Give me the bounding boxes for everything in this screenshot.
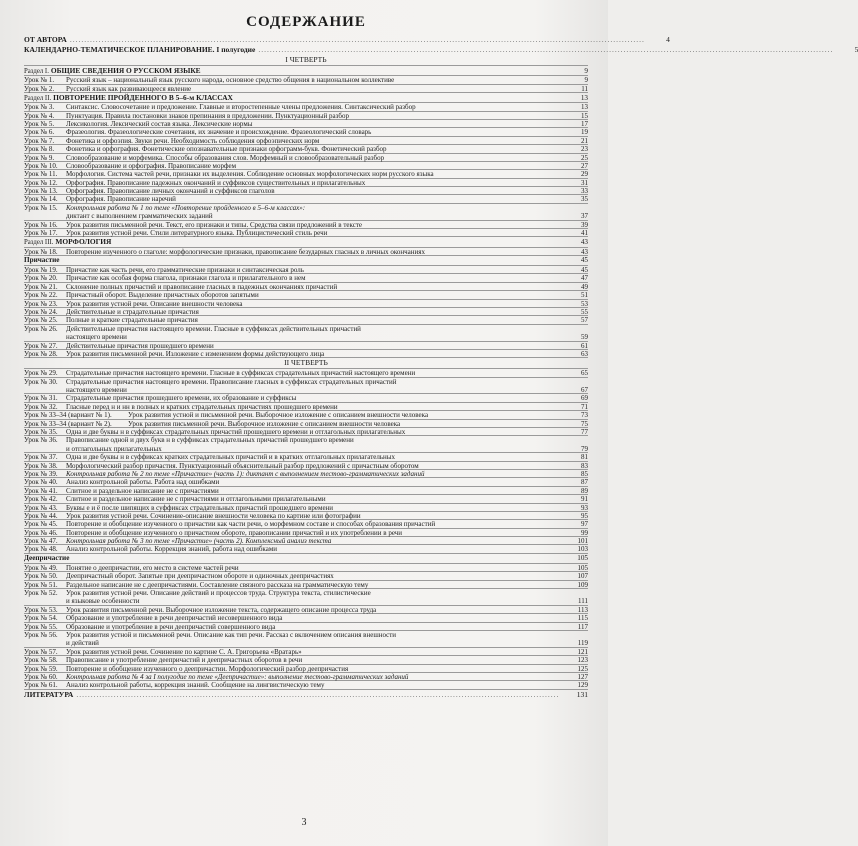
- toc-entry: [24, 665, 588, 673]
- toc-entry: [24, 648, 588, 656]
- lesson-number: Урок № 5.: [24, 119, 55, 128]
- lesson-page: 19: [581, 128, 588, 137]
- lesson-number: Урок № 43.: [24, 503, 58, 512]
- toc-entry: [24, 76, 588, 84]
- lesson-page: 99: [581, 528, 588, 537]
- lesson-number: Урок № 13.: [24, 187, 58, 196]
- lesson-number: Урок № 53.: [24, 605, 58, 614]
- section-title: ОБЩИЕ СВЕДЕНИЯ О РУССКОМ ЯЗЫКЕ: [50, 66, 201, 75]
- lesson-page: 57: [581, 316, 588, 325]
- lesson-page: 17: [581, 119, 588, 128]
- lesson-page: 53: [581, 299, 588, 308]
- toc-entry: [24, 283, 588, 291]
- toc-entry: [24, 333, 588, 341]
- lesson-title: Лексикология. Лексический состав языка. Лексические нормы: [66, 119, 253, 128]
- toc-entry: [24, 103, 588, 111]
- lesson-number: Урок № 33–34 (вариант № 2).: [24, 419, 112, 428]
- lesson-number: Урок № 15.: [24, 203, 58, 212]
- lesson-page: 45: [581, 265, 588, 274]
- lesson-title: Контрольная работа № 1 по теме «Повторение пройденного в 5–6-м классах»:: [66, 203, 306, 212]
- lesson-page: 23: [581, 145, 588, 154]
- toc-entry: [24, 204, 588, 212]
- front-matter: [24, 35, 858, 55]
- lesson-title: Урок развития устной речи. Описание внешности человека: [66, 299, 243, 308]
- toc-entry: [24, 453, 588, 461]
- toc-entry: [24, 369, 588, 377]
- lesson-number: Урок № 10.: [24, 161, 58, 170]
- lesson-number: Урок № 44.: [24, 511, 58, 520]
- lesson-number: Урок № 6.: [24, 128, 55, 137]
- lesson-page: 51: [581, 291, 588, 300]
- toc-entry: [24, 403, 588, 411]
- lesson-title: Буквы е и ё после шипящих в суффиксах страдательных причастий прошедшего времени: [66, 503, 334, 512]
- toc-entry: [24, 378, 588, 386]
- lesson-page: 113: [577, 605, 588, 614]
- toc-entry: [24, 274, 588, 282]
- lesson-page: 55: [581, 307, 588, 316]
- lesson-page: 127: [577, 672, 588, 681]
- subsection-page: 45: [580, 255, 588, 264]
- toc-entry: [24, 291, 588, 299]
- toc-entry: [24, 428, 588, 436]
- lesson-title: Анализ контрольной работы, коррекция знаний. Сообщение на лингвистическую тему: [66, 681, 325, 690]
- lesson-page: 67: [581, 386, 588, 395]
- toc-entry: [24, 564, 588, 572]
- lesson-page: 111: [578, 597, 588, 606]
- lesson-number: Урок № 2.: [24, 84, 55, 93]
- lesson-number: Урок № 28.: [24, 349, 58, 358]
- toc-entry: [24, 470, 588, 478]
- lesson-title: Урок развития письменной речи. Выборочное изложение с описанием внешности человека: [128, 419, 401, 428]
- section-label: Раздел II.: [24, 94, 52, 102]
- lesson-title: Действительные и страдательные причастия: [66, 307, 199, 316]
- toc-entry: [24, 394, 588, 402]
- toc-entry: [24, 545, 588, 553]
- lesson-page: 41: [581, 229, 588, 238]
- quarter-heading-1: I ЧЕТВЕРТЬ: [24, 55, 588, 66]
- lesson-page: 123: [577, 656, 588, 665]
- lesson-page: 77: [581, 428, 588, 437]
- lesson-number: Урок № 14.: [24, 195, 58, 204]
- lesson-title: Урок развития письменной речи. Изложение с изменением формы действующего лица: [66, 349, 325, 358]
- lesson-number: Урок № 11.: [24, 170, 58, 179]
- toc-entry: [24, 120, 588, 128]
- lesson-page: 49: [581, 282, 588, 291]
- lesson-page: 35: [581, 195, 588, 204]
- lesson-page: 107: [577, 572, 588, 581]
- lesson-number: Урок № 31.: [24, 394, 58, 403]
- front-entry: [24, 45, 858, 55]
- toc-entry: [24, 179, 588, 187]
- lesson-page: 65: [581, 369, 588, 378]
- lesson-number: Урок № 37.: [24, 453, 58, 462]
- lesson-title: и действий: [66, 639, 99, 648]
- toc-entry: [24, 386, 588, 394]
- lesson-number: Урок № 60.: [24, 672, 58, 681]
- lesson-page: 119: [577, 639, 588, 648]
- lesson-page: 37: [581, 212, 588, 221]
- section-heading-1: [24, 66, 588, 76]
- lesson-number: Урок № 4.: [24, 111, 55, 120]
- toc-entry: [24, 342, 588, 350]
- lesson-number: Урок № 26.: [24, 324, 58, 333]
- section-heading-2: [24, 93, 588, 103]
- lesson-page: 69: [581, 394, 588, 403]
- lesson-number: Урок № 55.: [24, 622, 58, 631]
- literature-title: ЛИТЕРАТУРА: [24, 689, 74, 699]
- section-label: Раздел III.: [24, 239, 54, 247]
- toc-entry: [24, 572, 588, 580]
- lesson-number: Урок № 9.: [24, 153, 55, 162]
- lesson-number: Урок № 17.: [24, 229, 58, 238]
- lesson-number: Урок № 19.: [24, 265, 58, 274]
- lesson-number: Урок № 39.: [24, 469, 58, 478]
- lesson-title: Контрольная работа № 3 по теме «Причастие» (часть 2). Комплексный анализ текста: [66, 537, 332, 546]
- lesson-page: 33: [581, 187, 588, 196]
- toc-entry: [24, 325, 588, 333]
- lesson-page: 73: [581, 411, 588, 420]
- lesson-number: Урок № 7.: [24, 136, 55, 145]
- lesson-page: 27: [581, 161, 588, 170]
- subsection-page: 105: [577, 553, 588, 562]
- subsection-title: Деепричастие: [24, 553, 70, 562]
- lesson-title: Деепричастный оборот. Запятые при деепричастном обороте и одиночных деепричастиях: [66, 572, 334, 581]
- lesson-page: 61: [581, 341, 588, 350]
- toc-entry: [24, 308, 588, 316]
- lesson-title: Образование и употребление в речи деепричастий совершенного вида: [66, 622, 276, 631]
- lesson-title: Действительные причастия прошедшего времени: [66, 341, 214, 350]
- lesson-page: 15: [581, 111, 588, 120]
- lesson-page: 39: [581, 220, 588, 229]
- toc-entry: [24, 623, 588, 631]
- toc-entry: [24, 520, 588, 528]
- subsection-title: Причастие: [24, 255, 60, 264]
- lesson-number: Урок № 29.: [24, 369, 58, 378]
- lesson-title: Синтаксис. Словосочетание и предложение. Главные и второстепенные члены предложения. Синтаксический разбор: [66, 103, 416, 112]
- toc-entry: [24, 529, 588, 537]
- lesson-page: 75: [581, 419, 588, 428]
- lesson-title: Морфологический разбор причастия. Пунктуационный объяснительный разбор предложений с причастным оборотом: [66, 461, 419, 470]
- lesson-page: 91: [581, 495, 588, 504]
- lesson-title: настоящего времени: [66, 333, 127, 342]
- toc-entry: [24, 614, 588, 622]
- section-title: МОРФОЛОГИЯ: [55, 237, 112, 247]
- lesson-page: 43: [581, 247, 588, 256]
- leader-dots: ........................................................................................................................................................................................................: [69, 35, 645, 44]
- lesson-title: настоящего времени: [66, 386, 127, 395]
- lesson-page: 109: [577, 580, 588, 589]
- lesson-number: Урок № 49.: [24, 563, 58, 572]
- lesson-title: Образование и употребление в речи деепричастий несовершенного вида: [66, 614, 283, 623]
- lesson-number: Урок № 56.: [24, 631, 58, 639]
- lesson-title: Урок развития письменной речи. Выборочное изложение текста, содержащего описание процесса труда: [66, 605, 377, 614]
- lesson-page: 81: [581, 453, 588, 462]
- toc-entry: [24, 420, 588, 428]
- lesson-page: 117: [577, 622, 588, 631]
- lesson-page: 13: [581, 103, 588, 112]
- lesson-title: Словообразование и орфография. Правописание морфем: [66, 161, 237, 170]
- toc-entry: [24, 112, 588, 120]
- lesson-page: 9: [584, 76, 588, 85]
- lesson-list-3: [24, 248, 588, 256]
- section-page: 43: [580, 238, 588, 247]
- lesson-page: 129: [577, 681, 588, 690]
- lesson-title: Правописание одной и двух букв н в суффиксах страдательных причастий прошедшего времени: [66, 436, 354, 445]
- lesson-number: Урок № 8.: [24, 145, 55, 154]
- lesson-page: 101: [577, 537, 588, 546]
- subsection-gerund: [24, 554, 588, 564]
- toc-entry: [24, 631, 588, 639]
- toc-entry: [24, 436, 588, 444]
- lesson-number: Урок № 18.: [24, 247, 58, 256]
- section-title: ПОВТОРЕНИЕ ПРОЙДЕННОГО В 5–6-м КЛАССАХ: [53, 92, 233, 102]
- toc-entry: [24, 495, 588, 503]
- lesson-number: Урок № 59.: [24, 664, 58, 673]
- lesson-title: Фразеология. Фразеологические сочетания, их значение и происхождение. Фразеологический словарь: [66, 128, 372, 137]
- lesson-number: Урок № 46.: [24, 528, 58, 537]
- toc-entry: [24, 128, 588, 136]
- lesson-title: Повторение и обобщение изученного о причастном обороте, правописании причастий и их употреблении в речи: [66, 528, 403, 537]
- lesson-title: Орфография. Правописание падежных окончаний и суффиксов существительных и прилагательных: [66, 178, 366, 187]
- toc-entry: [24, 221, 588, 229]
- lesson-title: Анализ контрольной работы. Коррекция знаний, работа над ошибками: [66, 545, 277, 554]
- lesson-page: 89: [581, 486, 588, 495]
- literature-entry: [24, 690, 588, 700]
- subsection-participle: [24, 256, 588, 266]
- lesson-number: Урок № 40.: [24, 478, 58, 487]
- section-label: Раздел I.: [24, 68, 49, 75]
- lesson-number: Урок № 36.: [24, 436, 58, 445]
- lesson-number: Урок № 27.: [24, 341, 58, 350]
- lesson-number: Урок № 30.: [24, 377, 58, 386]
- lesson-title: Правописание и употребление деепричастий и деепричастных оборотов в речи: [66, 656, 303, 665]
- toc-entry: [24, 606, 588, 614]
- section-page: 9: [584, 67, 588, 75]
- lesson-title: Причастие как часть речи, его грамматические признаки и синтаксическая роль: [66, 265, 304, 274]
- lesson-title: Русский язык – национальный язык русского народа, основное средство общения в национальном коллективе: [66, 76, 395, 85]
- lesson-number: Урок № 38.: [24, 461, 58, 470]
- toc-entry: [24, 487, 588, 495]
- section-page: 13: [580, 93, 588, 102]
- lesson-title: Словообразование и морфемика. Способы образования слов. Морфемный и словообразовательный разбор: [66, 153, 385, 162]
- lesson-number: Урок № 16.: [24, 220, 58, 229]
- toc-entry: [24, 462, 588, 470]
- lesson-number: Урок № 61.: [24, 681, 58, 690]
- lesson-title: Орфография. Правописание наречий: [66, 195, 176, 204]
- lesson-title: Морфология. Система частей речи, признаки их выделения. Соблюдение основных морфологических норм русского языка: [66, 170, 434, 179]
- lesson-number: Урок № 21.: [24, 282, 58, 291]
- toc-entry: [24, 137, 588, 145]
- toc-entry: [24, 170, 588, 178]
- lesson-number: Урок № 25.: [24, 316, 58, 325]
- lesson-number: Урок № 50.: [24, 572, 58, 581]
- lesson-page: 83: [581, 461, 588, 470]
- lesson-title: Повторение и обобщение изученного о причастии как части речи, о морфемном составе и способах образования причастий: [66, 520, 436, 529]
- section-heading-3: [24, 237, 588, 247]
- toc-entry: [24, 639, 588, 647]
- lesson-number: Урок № 54.: [24, 614, 58, 623]
- lesson-page: 47: [581, 274, 588, 283]
- lesson-title: Контрольная работа № 4 за I полугодие по теме «Деепричастие»: выполнение тестово-грамматических заданий: [66, 672, 409, 681]
- lesson-title: Страдательные причастия настоящего времени. Правописание гласных в суффиксах страдательных причастий: [66, 377, 397, 386]
- lesson-title: Пунктуация. Правила постановки знаков препинания в предложении. Пунктуационный разбор: [66, 111, 349, 120]
- toc-entry: [24, 145, 588, 153]
- lesson-title: Повторение и обобщение изученного о деепричастии. Морфологический разбор деепричастия: [66, 664, 349, 673]
- lesson-title: и языковые особенности: [66, 597, 140, 606]
- lesson-page: 31: [581, 178, 588, 187]
- lesson-number: Урок № 1.: [24, 76, 55, 85]
- lesson-title: Русский язык как развивающееся явление: [66, 84, 192, 93]
- lesson-title: Понятие о деепричастии, его место в системе частей речи: [66, 563, 239, 572]
- front-entry-page: 4: [666, 35, 670, 44]
- lesson-page: 95: [581, 511, 588, 520]
- lesson-title: Одна и две буквы н в суффиксах кратких страдательных причастий и в кратких отглагольных прилагательных: [66, 453, 396, 462]
- lesson-number: Урок № 12.: [24, 178, 58, 187]
- lesson-title: Гласные перед н и нн в полных и кратких страдательных причастиях прошедшего времени: [66, 402, 338, 411]
- toc-entry: [24, 537, 588, 545]
- leader-dots: ........................................................................................................................................................................: [76, 689, 560, 699]
- lesson-page: 105: [577, 563, 588, 572]
- lesson-number: Урок № 42.: [24, 495, 58, 504]
- front-entry: [24, 35, 670, 45]
- toc-entry: [24, 316, 588, 324]
- toc-entry: [24, 266, 588, 274]
- lesson-title: Одна и две буквы н в суффиксах страдательных причастий прошедшего времени и отглагольных прилагательных: [66, 428, 406, 437]
- toc-entry: [24, 681, 588, 689]
- lesson-title: Слитное и раздельное написание не с причастиями: [66, 486, 219, 495]
- toc-entry: [24, 673, 588, 681]
- lesson-title: Действительные причастия настоящего времени. Гласные в суффиксах действительных причастий: [66, 324, 361, 333]
- lesson-number: Урок № 23.: [24, 299, 58, 308]
- toc-entry: [24, 162, 588, 170]
- lesson-title: Урок развития устной и письменной речи. Выборочное изложение с описанием внешности человека: [128, 411, 429, 420]
- lesson-number: Урок № 20.: [24, 274, 58, 283]
- lesson-list-6: [24, 564, 588, 690]
- lesson-title: Слитное и раздельное написание не с причастиями и отглагольными прилагательными: [66, 495, 326, 504]
- lesson-title: Фонетика и орфоэпия. Звуки речи. Необходимость соблюдения орфоэпических норм: [66, 136, 320, 145]
- lesson-page: 25: [581, 153, 588, 162]
- lesson-number: Урок № 48.: [24, 545, 58, 554]
- lesson-title: диктант с выполнением грамматических заданий: [66, 212, 213, 221]
- lesson-title: Урок развития устной речи. Описание действий и процессов труда. Структура текста, стилистические: [66, 589, 371, 598]
- lesson-number: Урок № 47.: [24, 537, 58, 546]
- lesson-number: Урок № 24.: [24, 307, 58, 316]
- lesson-list-2: [24, 103, 588, 237]
- toc-entry: [24, 195, 588, 203]
- lesson-number: Урок № 33–34 (вариант № 1).: [24, 411, 112, 420]
- toc-entry: [24, 229, 588, 237]
- lesson-title: Контрольная работа № 2 по теме «Причастие» (часть 1): диктант с выполнением тестово-грамматических заданий: [66, 469, 425, 478]
- lesson-title: Урок развития устной речи. Сочинение по картине С. А. Григорьева «Вратарь»: [66, 647, 302, 656]
- lesson-title: Повторение изученного о глаголе: морфологические признаки, правописание безударных гласных в личных окончаниях: [66, 247, 425, 256]
- lesson-number: Урок № 3.: [24, 103, 55, 112]
- lesson-title: Урок развития письменной речи. Текст, его признаки и типы. Средства связи предложений в тексте: [66, 220, 362, 229]
- lesson-title: Анализ контрольной работы. Работа над ошибками: [66, 478, 220, 487]
- front-entry-title: КАЛЕНДАРНО-ТЕМАТИЧЕСКОЕ ПЛАНИРОВАНИЕ. I полугодие: [24, 45, 256, 54]
- lesson-list-4: [24, 266, 588, 358]
- lesson-number: Урок № 32.: [24, 402, 58, 411]
- lesson-title: Урок развития устной речи. Стили литературного языка. Публицистический стиль речи: [66, 229, 328, 238]
- lesson-page: 97: [581, 520, 588, 529]
- lesson-title: Полные и краткие страдательные причастия: [66, 316, 198, 325]
- toc-entry: [24, 597, 588, 605]
- toc-entry: [24, 187, 588, 195]
- toc-entry: [24, 154, 588, 162]
- lesson-page: 87: [581, 478, 588, 487]
- lesson-title: Страдательные причастия прошедшего времени, их образование и суффиксы: [66, 394, 297, 403]
- lesson-number: Урок № 41.: [24, 486, 58, 495]
- toc-entry: [24, 504, 588, 512]
- front-entry-title: ОТ АВТОРА: [24, 35, 67, 44]
- toc-entry: [24, 512, 588, 520]
- lesson-page: 125: [577, 664, 588, 673]
- lesson-number: Урок № 52.: [24, 589, 58, 598]
- lesson-number: Урок № 51.: [24, 580, 58, 589]
- lesson-page: 121: [577, 647, 588, 656]
- lesson-page: 79: [581, 444, 588, 453]
- lesson-page: 85: [581, 469, 588, 478]
- leader-dots: ........................................................................................................................................................................................................: [258, 45, 834, 54]
- toc-entry: [24, 212, 588, 220]
- lesson-number: Урок № 35.: [24, 428, 58, 437]
- toc-entry: [24, 445, 588, 453]
- lesson-number: Урок № 58.: [24, 656, 58, 665]
- lesson-title: Орфография. Правописание личных окончаний и суффиксов глаголов: [66, 187, 275, 196]
- lesson-list-1: [24, 76, 588, 93]
- lesson-number: Урок № 45.: [24, 520, 58, 529]
- lesson-title: Причастный оборот. Выделение причастных оборотов запятыми: [66, 291, 259, 300]
- lesson-page: 71: [581, 402, 588, 411]
- lesson-page: 63: [581, 349, 588, 358]
- literature-page: 131: [576, 689, 588, 699]
- lesson-number: Урок № 57.: [24, 647, 58, 656]
- toc-entry: [24, 581, 588, 589]
- toc-entry: [24, 350, 588, 358]
- lesson-title: Урок развития устной и письменной речи. Описание как тип речи. Рассказ с включением описания внешности: [66, 631, 397, 639]
- contents-title: СОДЕРЖАНИЕ: [246, 14, 366, 30]
- front-entry-page: 5: [854, 45, 858, 54]
- lesson-title: Урок развития устной речи. Сочинение-описание внешности человека по картине или фотографии: [66, 511, 361, 520]
- quarter-heading-2: II ЧЕТВЕРТЬ: [24, 358, 588, 369]
- lesson-title: Склонение полных причастий и правописание гласных в падежных окончаниях причастий: [66, 282, 338, 291]
- toc-entry: [24, 300, 588, 308]
- lesson-list-5: [24, 369, 588, 554]
- toc-entry: [24, 478, 588, 486]
- lesson-page: 11: [581, 84, 588, 93]
- lesson-title: Страдательные причастия настоящего времени. Гласные в суффиксах страдательных причастий настоящего времени: [66, 369, 416, 378]
- lesson-number: Урок № 22.: [24, 291, 58, 300]
- lesson-page: 59: [581, 333, 588, 342]
- toc-entry: [24, 411, 588, 419]
- lesson-title: Причастие как особая форма глагола, признаки глагола и прилагательного в нем: [66, 274, 306, 283]
- lesson-title: и отглагольных прилагательных: [66, 444, 162, 453]
- toc-entry: [24, 589, 588, 597]
- lesson-title: Раздельное написание не с деепричастиями. Составление связного рассказа на грамматическую тему: [66, 580, 369, 589]
- toc-entry: [24, 85, 588, 93]
- page-number: 3: [301, 817, 307, 828]
- lesson-page: 103: [577, 545, 588, 554]
- lesson-page: 115: [577, 614, 588, 623]
- lesson-page: 93: [581, 503, 588, 512]
- toc-entry: [24, 656, 588, 664]
- toc-entry: [24, 248, 588, 256]
- lesson-title: Фонетика и орфография. Фонетические опознавательные признаки орфограмм-букв. Фонетический разбор: [66, 145, 387, 154]
- lesson-page: 21: [581, 136, 588, 145]
- lesson-page: 29: [581, 170, 588, 179]
